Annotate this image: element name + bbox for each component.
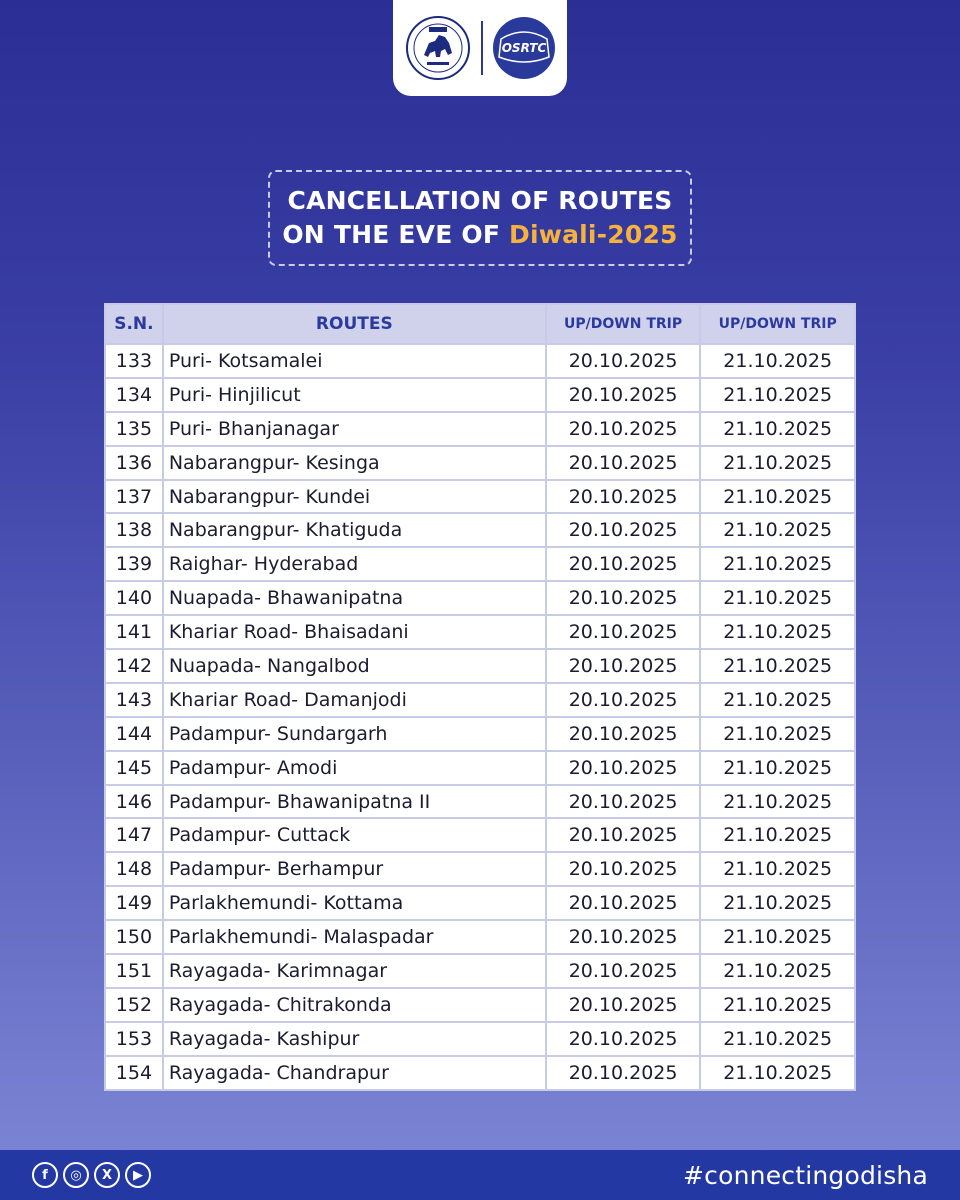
row-route: Puri- Bhanjanagar: [163, 412, 546, 446]
row-route: Puri- Hinjilicut: [163, 378, 546, 412]
row-trip-2: 21.10.2025: [700, 920, 855, 954]
row-route: Rayagada- Chandrapur: [163, 1056, 546, 1090]
social-links: [32, 1162, 151, 1188]
table-row: [105, 717, 855, 751]
row-sn: 150: [105, 920, 163, 954]
row-trip-2: 21.10.2025: [700, 547, 855, 581]
row-sn: 135: [105, 412, 163, 446]
row-trip-1: 20.10.2025: [546, 581, 701, 615]
row-route: Rayagada- Chitrakonda: [163, 988, 546, 1022]
row-sn: 149: [105, 886, 163, 920]
row-trip-2: 21.10.2025: [700, 886, 855, 920]
row-trip-2: 21.10.2025: [700, 513, 855, 547]
row-trip-2: 21.10.2025: [700, 988, 855, 1022]
table-row: [105, 581, 855, 615]
table-row: [105, 751, 855, 785]
row-sn: 148: [105, 852, 163, 886]
row-trip-2: 21.10.2025: [700, 818, 855, 852]
row-route: Nuapada- Bhawanipatna: [163, 581, 546, 615]
x-icon[interactable]: X: [94, 1162, 120, 1188]
row-trip-1: 20.10.2025: [546, 446, 701, 480]
table-row: [105, 344, 855, 378]
row-trip-2: 21.10.2025: [700, 649, 855, 683]
row-trip-2: 21.10.2025: [700, 1022, 855, 1056]
row-sn: 140: [105, 581, 163, 615]
row-trip-1: 20.10.2025: [546, 1056, 701, 1090]
osrtc-logo-text: OSRTC: [501, 41, 547, 55]
row-trip-1: 20.10.2025: [546, 988, 701, 1022]
row-sn: 146: [105, 785, 163, 819]
row-sn: 137: [105, 480, 163, 514]
row-sn: 151: [105, 954, 163, 988]
table-row: [105, 480, 855, 514]
table-row: [105, 615, 855, 649]
row-trip-1: 20.10.2025: [546, 920, 701, 954]
row-trip-2: 21.10.2025: [700, 344, 855, 378]
row-trip-2: 21.10.2025: [700, 717, 855, 751]
title-line-2: [282, 218, 677, 252]
row-trip-2: 21.10.2025: [700, 683, 855, 717]
title-accent: Diwali-2025: [509, 220, 678, 249]
hashtag: #connectingodisha: [683, 1160, 928, 1190]
table-row: [105, 513, 855, 547]
row-route: Khariar Road- Damanjodi: [163, 683, 546, 717]
row-sn: 141: [105, 615, 163, 649]
logo-card: [393, 0, 567, 96]
row-route: Padampur- Bhawanipatna II: [163, 785, 546, 819]
table-header-row: [105, 304, 855, 344]
row-trip-1: 20.10.2025: [546, 649, 701, 683]
header-trip-1: UP/DOWN TRIP: [546, 304, 701, 344]
row-trip-1: 20.10.2025: [546, 1022, 701, 1056]
table-row: [105, 412, 855, 446]
table-row: [105, 920, 855, 954]
row-sn: 147: [105, 818, 163, 852]
table-row: [105, 954, 855, 988]
row-trip-2: 21.10.2025: [700, 751, 855, 785]
row-trip-1: 20.10.2025: [546, 886, 701, 920]
row-sn: 143: [105, 683, 163, 717]
table-row: [105, 446, 855, 480]
header-sn: S.N.: [105, 304, 163, 344]
row-trip-2: 21.10.2025: [700, 1056, 855, 1090]
row-sn: 153: [105, 1022, 163, 1056]
row-route: Padampur- Berhampur: [163, 852, 546, 886]
row-sn: 138: [105, 513, 163, 547]
row-sn: 152: [105, 988, 163, 1022]
table-row: [105, 683, 855, 717]
row-route: Padampur- Cuttack: [163, 818, 546, 852]
routes-table: [104, 303, 856, 1091]
row-trip-2: 21.10.2025: [700, 581, 855, 615]
table-row: [105, 988, 855, 1022]
row-trip-2: 21.10.2025: [700, 480, 855, 514]
table-row: [105, 852, 855, 886]
table-row: [105, 1056, 855, 1090]
row-sn: 134: [105, 378, 163, 412]
row-trip-1: 20.10.2025: [546, 378, 701, 412]
row-sn: 145: [105, 751, 163, 785]
table-row: [105, 785, 855, 819]
row-sn: 133: [105, 344, 163, 378]
row-route: Padampur- Sundargarh: [163, 717, 546, 751]
row-trip-2: 21.10.2025: [700, 954, 855, 988]
table-row: [105, 547, 855, 581]
row-route: Nabarangpur- Kundei: [163, 480, 546, 514]
row-sn: 154: [105, 1056, 163, 1090]
row-trip-1: 20.10.2025: [546, 683, 701, 717]
row-trip-1: 20.10.2025: [546, 547, 701, 581]
header-routes: ROUTES: [163, 304, 546, 344]
table-row: [105, 649, 855, 683]
row-trip-1: 20.10.2025: [546, 852, 701, 886]
row-route: Parlakhemundi- Malaspadar: [163, 920, 546, 954]
row-trip-1: 20.10.2025: [546, 480, 701, 514]
row-trip-1: 20.10.2025: [546, 513, 701, 547]
row-route: Rayagada- Karimnagar: [163, 954, 546, 988]
table-body: [105, 344, 855, 1090]
footer-bar: [0, 1150, 960, 1200]
title-line-2-prefix: ON THE EVE OF: [282, 220, 510, 249]
row-route: Nabarangpur- Khatiguda: [163, 513, 546, 547]
row-sn: 139: [105, 547, 163, 581]
row-route: Raighar- Hyderabad: [163, 547, 546, 581]
facebook-icon[interactable]: f: [32, 1162, 58, 1188]
logo-divider: [481, 21, 483, 75]
row-trip-1: 20.10.2025: [546, 818, 701, 852]
odisha-emblem-icon: [405, 15, 471, 81]
row-trip-1: 20.10.2025: [546, 954, 701, 988]
instagram-icon[interactable]: ◎: [63, 1162, 89, 1188]
row-trip-1: 20.10.2025: [546, 344, 701, 378]
row-route: Puri- Kotsamalei: [163, 344, 546, 378]
row-sn: 142: [105, 649, 163, 683]
title-box: [268, 170, 692, 266]
row-route: Rayagada- Kashipur: [163, 1022, 546, 1056]
title-line-1: CANCELLATION OF ROUTES: [287, 186, 673, 215]
table-row: [105, 818, 855, 852]
header-trip-2: UP/DOWN TRIP: [700, 304, 855, 344]
row-trip-1: 20.10.2025: [546, 751, 701, 785]
row-route: Nabarangpur- Kesinga: [163, 446, 546, 480]
row-trip-2: 21.10.2025: [700, 412, 855, 446]
youtube-icon[interactable]: ▶: [125, 1162, 151, 1188]
row-route: Khariar Road- Bhaisadani: [163, 615, 546, 649]
row-route: Parlakhemundi- Kottama: [163, 886, 546, 920]
row-trip-1: 20.10.2025: [546, 412, 701, 446]
table-row: [105, 886, 855, 920]
table-row: [105, 378, 855, 412]
row-trip-2: 21.10.2025: [700, 852, 855, 886]
row-sn: 144: [105, 717, 163, 751]
table-row: [105, 1022, 855, 1056]
row-route: Nuapada- Nangalbod: [163, 649, 546, 683]
row-trip-2: 21.10.2025: [700, 785, 855, 819]
row-route: Padampur- Amodi: [163, 751, 546, 785]
row-sn: 136: [105, 446, 163, 480]
row-trip-2: 21.10.2025: [700, 378, 855, 412]
row-trip-2: 21.10.2025: [700, 446, 855, 480]
row-trip-2: 21.10.2025: [700, 615, 855, 649]
row-trip-1: 20.10.2025: [546, 615, 701, 649]
osrtc-logo: [493, 17, 555, 79]
row-trip-1: 20.10.2025: [546, 717, 701, 751]
row-trip-1: 20.10.2025: [546, 785, 701, 819]
